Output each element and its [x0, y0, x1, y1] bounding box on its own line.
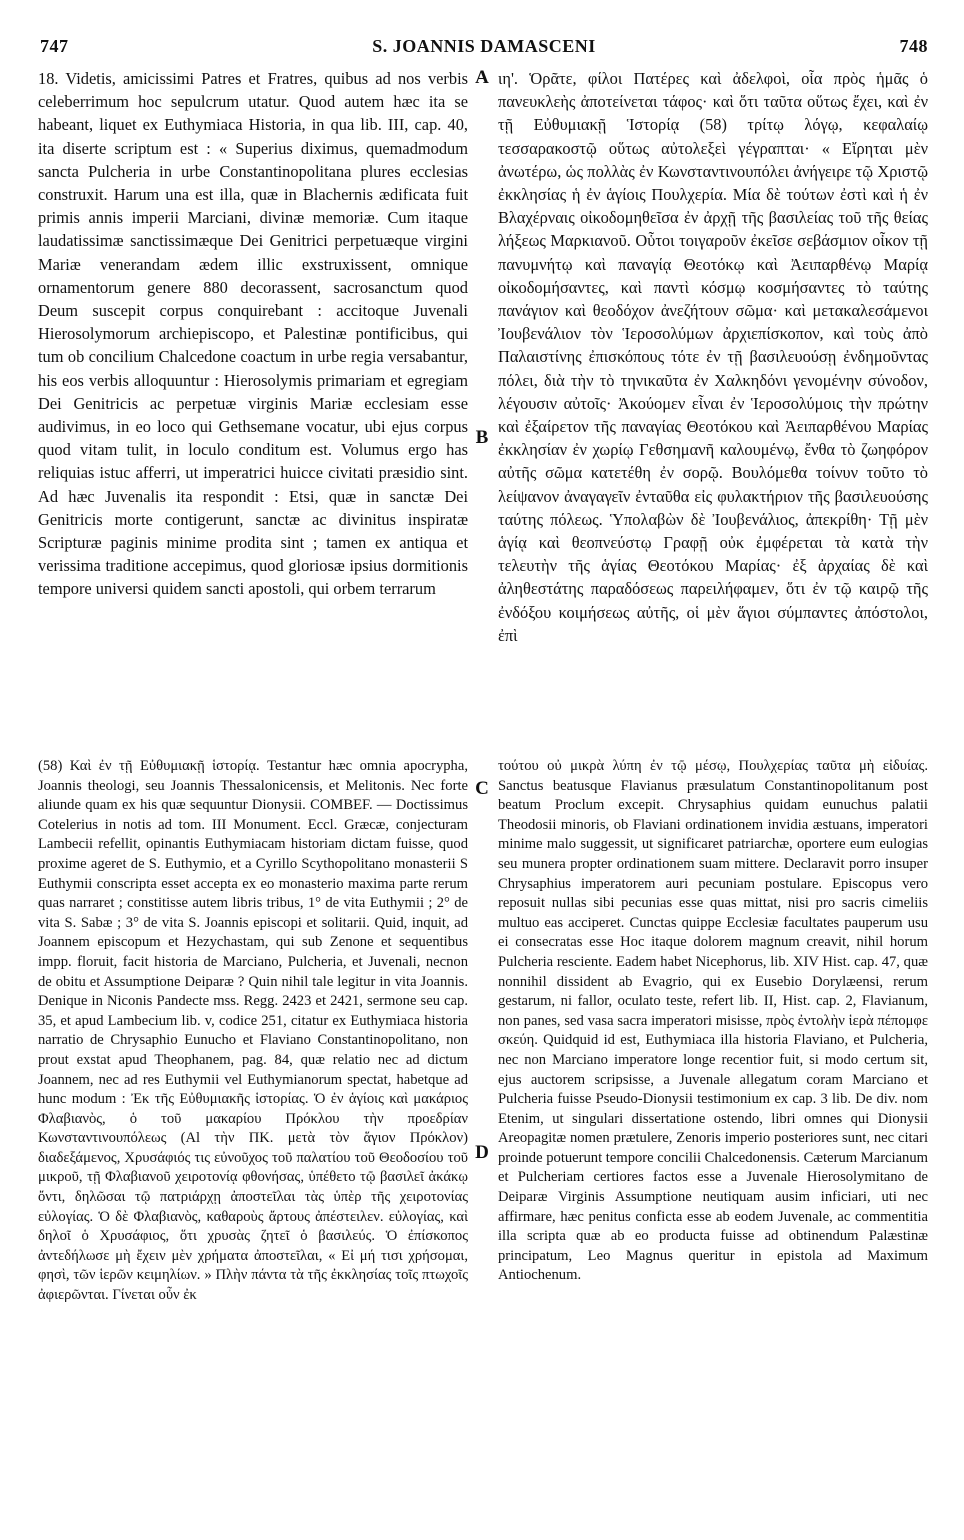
latin-main-text — [38, 67, 468, 747]
right-page-number: 748 — [899, 36, 928, 56]
footnote-58: (58) Καὶ ἐν τῇ Εὐθυμιακῇ ἱστορίᾳ. Testantur hæc omnia apocrypha, Joannis theologi, seu Joannis Thessalonicensis, et Melitonis. Nec forte aliunde quam ex his quæ sequuntur Dionysii. COMBEF. — Doctissimus Cotelerius in notis ad tom. III Monument. Eccl. Græcæ, conjecturam Lambecii refellit, opinantis Euthymiacam historiam dictam fuisse, quod proxime ageret de S. Euthymio, et a Cyrillo Scythopolitano monasterii S Euthymii conscripta esset accepta ex eo monasterio maxima parte rerum quas narraret ; constitisse autem libris tribus, 1° de vita Euthymii ; 2° de vita S. Sabæ ; 3° de vita S. Joannis episcopi et solitarii. Quid, inquit, ad Joannem episcopum et Hezychastam, qui sub Zenone et sequentibus impp. floruit, facit historia de Marciano, Pulcheria, et Juvenali, necnon de obitu et Assumptione Deiparæ ? Quin nihil tale legitur in vita Joannis. Denique in Niconis Pandecte mss. Regg. 2423 et 2421, sermone seu cap. 35, et apud Lambecium lib. v, codice 251, citatur ex Euthymiaca historia narratio de Chrysaphio Eunucho et Flaviano Constantinopolitano, non prout exstat apud Theophanem, pag. 84, quæ relatio nec ad dictum Joannem, nec ad res Euthymii vel Euthymianorum spectat, habetque ad hunc modum : Ἐκ τῆς Εὐθυμιακῆς ἱστορίας. Ὁ ἐν ἁγίοις καὶ μακάριος Φλαβιανὸς, ὁ τοῦ μακαρίου Πρόκλου τὴν προεδρίαν Κωνσταντινουπόλεως (Al τὴν ΠΚ. μετὰ τὸν ἅγιον Πρόκλον) διαδεξάμενος, Χρυσάφιός τις εὐνοῦχος τοῦ παλατίου τοῦ Θεοδοσίου τοῦ μικροῦ, τῇ Φλαβιανοῦ χειροτονίᾳ φθονήσας, ὑπέθετο τῷ βασιλεῖ ἀκάκῳ ὄντι, δηλῶσαι τῷ πατριάρχῃ ἀποστεῖλαι τὰς ὑπὲρ τῆς χειροτονίας εὐλογίας. Ὁ δὲ Φλαβιανὸς, καθαροὺς ἄρτους ἀπέστειλεν. εὐλογίας, καὶ δηλοῖ ὁ Χρυσάφιος, ὅτι χρυσὰς ζητεῖ ὁ βασιλεύς. Ὁ ἐπίσκοπος ἀντεδήλωσε μὴ ἔχειν μὲν χρήματα ἀποστεῖλαι, « Εἰ μή τισι χρήσομαι, φησὶ, τῶν ἱερῶν κειμηλίων. » Πλὴν πάντα τὰ τῆς ἐκκλησίας τοῖς πτωχοῖς ἀφιερῶνται. Γίνεται οὖν ἐκ — [38, 758, 468, 1304]
margin-marker-d: D — [475, 1142, 489, 1163]
running-header — [40, 36, 928, 60]
latin-paragraph: 18. Videtis, amicissimi Patres et Fratres, quibus ad nos verbis celeberrimum hoc sepulcrum utatur. Quod autem hæc ita se habeant, liquet ex Euthymiaca Historia, in qua lib. III, cap. 40, ita diserte scriptum est : « Superius diximus, quemadmodum sancta Pulcheria in urbe Constantinopolitana plures ecclesias construxit. Harum una est illa, quæ in Blachernis ædificata fuit primis annis imperii Marciani, divinæ memoriæ. Cum itaque laudatissimæ sanctissimæque Dei Genitrici perpetuæque virgini Mariæ venerandam ædem illic exstruxissent, omnique ornamentorum genere 880 decorassent, sacrosanctum quod Deum suscepit corpus conquirebant : accitoque Juvenali Hierosolymorum archiepiscopo, et Palestinæ pontificibus, qui tum ob concilium Chalcedone coactum in urbe regia versabantur, his eos verbis alloquuntur : Hierosolymis primariam et egregiam Dei Genitricis ac perpetuæ virginis Mariæ ecclesiam esse audivimus, in eo loco qui Gethsemane vocatur, ubi ejus corpus quod vitam tulit, in loculo conditum est. Volumus ergo has reliquias istuc afferri, ut imperatrici huicce civitati præsidio sint. Ad hæc Juvenalis ita respondit : Etsi, quæ in sanctæ Dei Genitricis morte contigerunt, sanctæ ac divinitus inspiratæ Scripturæ paginis minime prodita sint ; tamen ex antiqua et verissima traditione accepimus, quod gloriosæ ipsius dormitionis tempore universi quidem sancti apostoli, qui orbem terrarum — [38, 69, 468, 599]
greek-main-text — [498, 67, 928, 747]
running-title: S. JOANNIS DAMASCENI — [372, 36, 596, 56]
greek-paragraph: ιη'. Ὁρᾶτε, φίλοι Πατέρες καὶ ἀδελφοὶ, οἷα πρὸς ἡμᾶς ὁ πανευκλεὴς ἀποτείνεται τάφος· καὶ ὅτι ταῦτα οὕτως ἔχει, καὶ ἐν τῇ Εὐθυμιακῇ Ἱστορίᾳ (58) τρίτῳ λόγῳ, κεφαλαίῳ τεσσαρακοστῷ οὕτως αὐτολεξεὶ γέγραπται· « Εἴρηται μὲν ἀνωτέρω, ὡς πολλὰς ἐν Κωνσταντινουπόλει ἀνήγειρε τῷ Χριστῷ ἐκκλησίας ἡ ἐν ἁγίοις Πουλχερία. Μία δὲ τούτων ἐστὶ καὶ ἡ ἐν Βλαχέρναις οἰκοδομηθεῖσα ἐν ἀρχῇ τῆς βασιλείας τοῦ τῆς θείας λήξεως Μαρκιανοῦ. Οὗτοι τοιγαροῦν ἐκεῖσε σεβάσμιον οἶκον τῇ πανυμνήτῳ καὶ παναγίᾳ Θεοτόκῳ καὶ Ἀειπαρθένῳ Μαρίᾳ οἰκοδομήσαντες, καὶ παντὶ κόσμῳ κοσμήσαντες τὸ ταύτης πανάγιον καὶ θεοδόχον ἀνεζήτουν σῶμα· καὶ μετακαλεσάμενοι Ἰουβενάλιον τὸν Ἱεροσολύμων ἀρχιεπίσκοπον, καὶ τοὺς ἀπὸ Παλαιστίνης ἐπισκόπους τότε ἐν τῇ βασιλευούσῃ ἐνδημοῦντας πόλει, διὰ τὴν τὸ τηνικαῦτα ἐν Χαλκηδόνι γενομένην σύνοδον, λέγουσιν αὐτοῖς· Ἀκούομεν εἶναι ἐν Ἱεροσολύμοις τὴν πρώτην καὶ ἐξαίρετον τῆς παναγίας Θεοτόκου καὶ Ἀειπαρθένου Μαρίας ἐκκλησίαν ἐν χωρίῳ Γεθσημανῆ καλουμένῳ, ἔνθα τὸ ζωηφόρον αὐτῆς σῶμα κατετέθη ἐν σορῷ. Βουλόμεθα τοίνυν τοῦτο τὸ λείψανον ἀναγαγεῖν ἐνταῦθα εἰς φυλακτήριον τῆς βασιλευούσης ταύτης πόλεως. Ὑπολαβὼν δὲ Ἰουβενάλιος, ἀπεκρίθη· Τῇ μὲν ἁγίᾳ καὶ θεοπνεύστῳ Γραφῇ οὐκ ἐμφέρεται τὰ κατὰ τὴν τελευτὴν τῆς ἁγίας Θεοτόκου Μαρίας· ἐξ ἀρχαίας δὲ καὶ ἀληθεστάτης παραδόσεως παρειλήφαμεν, ὅτι ἐν τῷ καιρῷ τῆς ἐνδόξου κοιμήσεως αὐτῆς, οἱ μὲν ἅγιοι σύμπαντες ἀπόστολοι, ἐπὶ — [498, 69, 928, 645]
footnote-continuation: τούτου οὐ μικρὰ λύπη ἐν τῷ μέσῳ, Πουλχερίας ταῦτα μὴ εἰδυίας. Sanctus beatusque Flavianus præsulatum Constantinopolitanum post beatum Proclum excepit. Chrysaphius quidam eunuchus palatii Theodosii minoris, ob Flaviani ordinationem invidia æstuans, imperatori minime malo suggessit, ut significaret patriarchæ, oportere eum eulogias seu munera propter ordinationem suam mittere. Declaravit porro insuper Chrysaphius imperatorem auri pecuniam postulare. Episcopus vero reposuit nullas sibi pecunias esse quas mittat, nisi pro sacris cimeliis multuo eas acciperet. Cunctas quippe Ecclesiæ facultates pauperum usu ei consecratas esse Hoc itaque dolorem magnum creavit, nihil horum Pulcheria resciente. Eadem habet Nicephorus, lib. XIV Hist. cap. 47, quæ nonnihil dissident ab Evagrio, qui ex Eusebio Dorylæensi, rerum gestarum, ni fallor, oculato teste, refert lib. II, Hist. cap. 2, Flavianum, non panes, sed vasa sacra imperatori misisse, πρὸς ἐντολὴν ἱερὰ πέπομφε σκεύη. Quidquid id est, Euthymiaca illa historia Flaviano, et Pulcheria, nec non Marciano imperatore longe recentior fuit, si modo certum sit, ejus auctorem scripsisse, a Juvenale allegatum coram Marciano et Pulcheria fuisse Pseudo-Dionysii testimonium ex cap. 3 lib. De div. nom Etenim, ut singulari dissertatione ostendo, libri omnes qui Dionysii Areopagitæ nomen prætulere, Zenoris imperio posteriores sunt, nec citari proinde potuerunt tempore concilii Chalcedonensis. Cæterum Marcianum et Pulcheriam certiores factos esse a Juvenale Hierosolymitano de Deiparæ Virginis Assumptione neutiquam ausim inficiari, uti nec affirmare, hæc penitus conficta esse ab eodem Juvenale, ac commentitia illa scripta quæ ab eo producta fuisse ad obtinendum Palæstinæ principatum, Leo Magnus queritur in epistola ad Maximum Antiochenum. — [498, 758, 928, 1284]
footnote-right-column — [498, 757, 928, 1512]
margin-marker-a: A — [475, 67, 489, 88]
margin-marker-c: C — [475, 778, 489, 799]
left-page-number: 747 — [40, 36, 69, 56]
margin-marker-b: B — [475, 427, 489, 448]
footnote-left-column — [38, 757, 468, 1512]
